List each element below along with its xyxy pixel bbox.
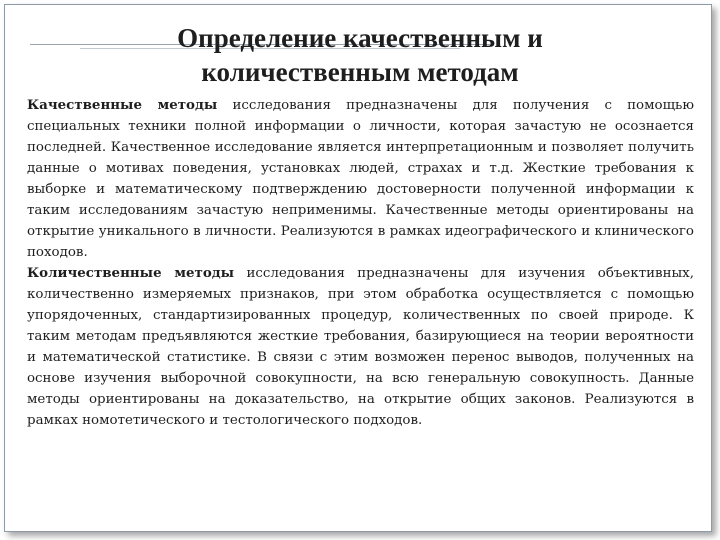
term-quantitative-methods: Количественные методы bbox=[27, 265, 235, 281]
paragraph-qualitative-methods bbox=[27, 95, 694, 263]
paragraph-quantitative-methods bbox=[27, 263, 694, 431]
term-qualitative-methods: Качественные методы bbox=[27, 97, 218, 113]
paragraph-quantitative-text: исследования предназначены для изучения объективных, количественно измеряемых признаков, при этом обработка осуществляется с помощью упорядоченных, стандартизированных процедур, количественных по своей природе. К таким методам предъявляются жесткие требования, базирующиеся на теории вероятности и математической статистике. В связи с этим возможен перенос выводов, полученных на основе изучения выборочной совокупности, на всю генеральную совокупность. Данные методы ориентированы на доказательство, на открытие общих законов. Реализуются в рамках номотетического и тестологического подходов. bbox=[27, 266, 694, 428]
slide-title-line-1: Определение качественным и bbox=[177, 23, 543, 53]
slide-title-line-2: количественным методам bbox=[201, 57, 519, 87]
paragraph-qualitative-text: исследования предназначены для получения с помощью специальных техники полной информации о личности, которая зачастую не осознается последней. Качественное исследование является интерпретационным и позволяет получить данные о мотивах поведения, установках людей, страхах и т.д. Жесткие требования к выборке и математическому подтверждению достоверности полученной информации к таким исследованиям зачастую неприменимы. Качественные методы ориентированы на открытие уникального в личности. Реализуются в рамках идеографического и клинического походов. bbox=[27, 98, 694, 260]
slide-title bbox=[100, 21, 620, 89]
slide-body bbox=[27, 95, 694, 431]
